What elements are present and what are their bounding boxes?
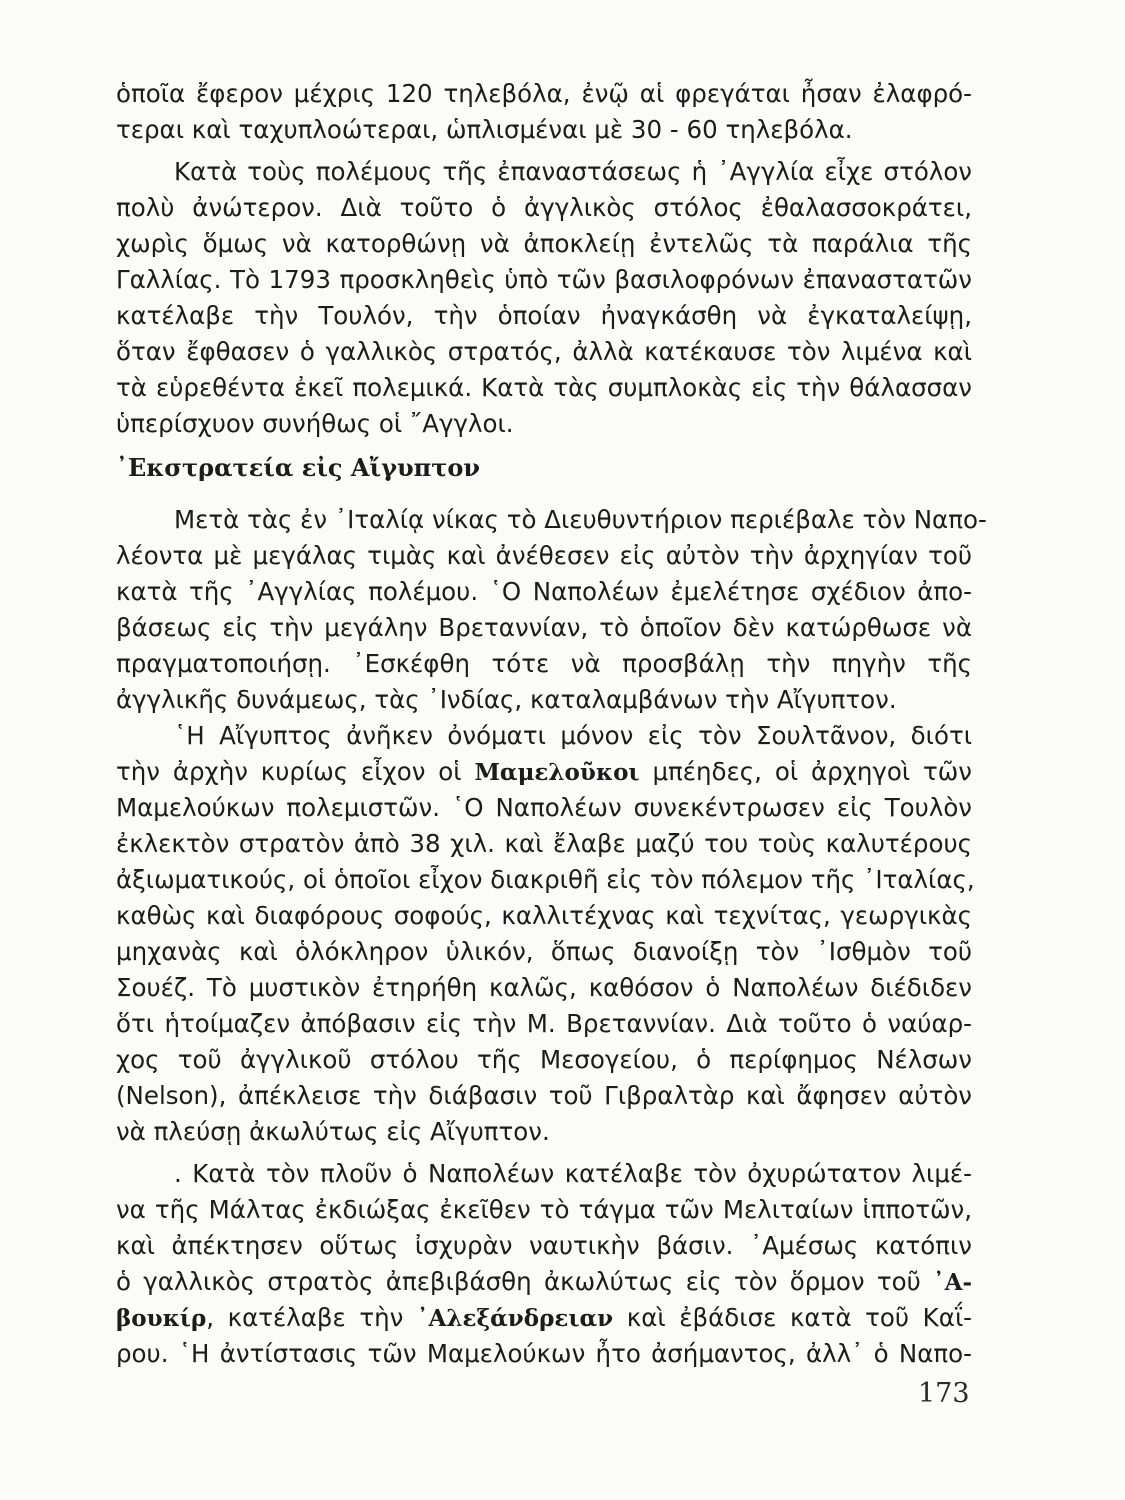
text-line xyxy=(116,1264,972,1300)
text-segment: ὁ γαλλικὸς στρατὸς ἀπεβιβάσθη ἀκωλύτως εἰς τὸν ὅρμον τοῦ xyxy=(116,1267,934,1296)
text-line: τὰ εὑρεθέντα ἐκεῖ πολεμικά. Κατὰ τὰς συμπλοκὰς εἰς τὴν θάλασσαν xyxy=(116,373,972,402)
text-line: να τῆς Μάλτας ἐκδιώξας ἐκεῖθεν τὸ τάγμα τῶν Μελιταίων ἱπποτῶν, xyxy=(116,1195,972,1224)
text-line: ῾Η Αἴγυπτος ἀνῆκεν ὀνόματι μόνον εἰς τὸν Σουλτᾶνον, διότι xyxy=(174,721,972,750)
page-number: 173 xyxy=(918,1378,970,1409)
bold-term: Μαμελοῦκοι xyxy=(474,759,640,786)
text-segment: μπέηδες, οἱ ἀρχηγοὶ τῶν xyxy=(639,757,972,786)
text-line: χωρὶς ὅμως νὰ κατορθώνῃ νὰ ἀποκλείῃ ἐντελῶς τὰ παράλια τῆς xyxy=(116,229,972,258)
text-line: Σουέζ. Τὸ μυστικὸν ἐτηρήθη καλῶς, καθόσον ὁ Ναπολέων διέδιδεν xyxy=(116,973,972,1002)
text-line: καὶ ἀπέκτησεν οὕτως ἰσχυρὰν ναυτικὴν βάσιν. ᾿Αμέσως κατόπιν xyxy=(116,1231,972,1260)
text-line: κατὰ τῆς ᾿Αγγλίας πολέμου. ῾Ο Ναπολέων ἐμελέτησε σχέδιον ἀπο- xyxy=(116,577,972,606)
text-line xyxy=(116,1300,972,1336)
bold-term: ᾿Αλεξάνδρειαν xyxy=(417,1305,614,1332)
text-line: Μετὰ τὰς ἐν ᾿Ιταλίᾳ νίκας τὸ Διευθυντήριον περιέβαλε τὸν Ναπο- xyxy=(174,505,987,534)
text-segment: καὶ ἐβάδισε κατὰ τοῦ Καΐ- xyxy=(613,1303,972,1332)
text-line: ἀγγλικῆς δυνάμεως, τὰς ᾿Ινδίας, καταλαμβάνων τὴν Αἴγυπτον. xyxy=(116,685,897,714)
text-line: χος τοῦ ἀγγλικοῦ στόλου τῆς Μεσογείου, ὁ περίφημος Νέλσων xyxy=(116,1045,972,1074)
text-segment: τὴν ἀρχὴν κυρίως εἶχον οἱ xyxy=(116,757,475,786)
text-segment: , κατέλαβε τὴν xyxy=(206,1303,417,1332)
text-line: ρου. ῾Η ἀντίστασις τῶν Μαμελούκων ἦτο ἀσήμαντος, ἀλλ᾿ ὁ Ναπο- xyxy=(116,1339,972,1368)
text-line: καθὼς καὶ διαφόρους σοφούς, καλλιτέχνας καὶ τεχνίτας, γεωργικὰς xyxy=(116,901,972,930)
text-line xyxy=(116,754,972,790)
text-line: λέοντα μὲ μεγάλας τιμὰς καὶ ἀνέθεσεν εἰς αὐτὸν τὴν ἀρχηγίαν τοῦ xyxy=(116,541,972,570)
text-line: ἐκλεκτὸν στρατὸν ἀπὸ 38 χιλ. καὶ ἔλαβε μαζύ του τοὺς καλυτέρους xyxy=(116,829,972,858)
text-line: ὅτι ἡτοίμαζεν ἀπόβασιν εἰς τὴν Μ. Βρεταννίαν. Διὰ τοῦτο ὁ ναύαρ- xyxy=(116,1009,972,1038)
section-heading: ᾿Εκστρατεία εἰς Αἴγυπτον xyxy=(116,453,481,482)
text-line: βάσεως εἰς τὴν μεγάλην Βρεταννίαν, τὸ ὁποῖον δὲν κατώρθωσε νὰ xyxy=(116,613,972,642)
text-line: Κατὰ τοὺς πολέμους τῆς ἐπαναστάσεως ἡ ᾿Αγγλία εἶχε στόλον xyxy=(174,157,972,186)
text-line: κατέλαβε τὴν Τουλόν, τὴν ὁποίαν ἠναγκάσθη νὰ ἐγκαταλείψῃ, xyxy=(116,301,972,330)
text-line: ὑπερίσχυον συνήθως οἱ ῎Αγγλοι. xyxy=(116,409,514,438)
text-line: πραγματοποιήσῃ. ᾿Εσκέφθη τότε νὰ προσβάλῃ τὴν πηγὴν τῆς xyxy=(116,649,972,678)
text-line: πολὺ ἀνώτερον. Διὰ τοῦτο ὁ ἀγγλικὸς στόλος ἐθαλασσοκράτει, xyxy=(116,193,972,222)
text-line: ὅταν ἔφθασεν ὁ γαλλικὸς στρατός, ἀλλὰ κατέκαυσε τὸν λιμένα καὶ xyxy=(116,337,972,366)
text-line: ὁποῖα ἔφερον μέχρις 120 τηλεβόλα, ἐνῷ αἱ φρεγάται ἦσαν ἐλαφρό- xyxy=(116,79,972,108)
text-line: Γαλλίας. Τὸ 1793 προσκληθεὶς ὑπὸ τῶν βασιλοφρόνων ἐπαναστατῶν xyxy=(116,265,972,294)
text-line: νὰ πλεύσῃ ἀκωλύτως εἰς Αἴγυπτον. xyxy=(116,1117,550,1146)
text-line: (Nelson), ἀπέκλεισε τὴν διάβασιν τοῦ Γιβραλτὰρ καὶ ἄφησεν αὐτὸν xyxy=(116,1081,972,1110)
text-line: τεραι καὶ ταχυπλοώτεραι, ὡπλισμέναι μὲ 30 - 60 τηλεβόλα. xyxy=(116,115,853,144)
text-line: Μαμελούκων πολεμιστῶν. ῾Ο Ναπολέων συνεκέντρωσεν εἰς Τουλὸν xyxy=(116,793,972,822)
bold-term: ᾿Α- xyxy=(933,1269,972,1296)
text-line: . Κατὰ τὸν πλοῦν ὁ Ναπολέων κατέλαβε τὸν ὀχυρώτατον λιμέ- xyxy=(174,1159,972,1188)
text-line: μηχανὰς καὶ ὁλόκληρον ὑλικόν, ὅπως διανοίξῃ τὸν ᾿Ισθμὸν τοῦ xyxy=(116,937,972,966)
text-line: ἀξιωματικούς, οἱ ὁποῖοι εἶχον διακριθῆ εἰς τὸν πόλεμον τῆς ᾿Ιταλίας, xyxy=(116,865,975,894)
bold-term: βουκίρ xyxy=(116,1305,207,1332)
